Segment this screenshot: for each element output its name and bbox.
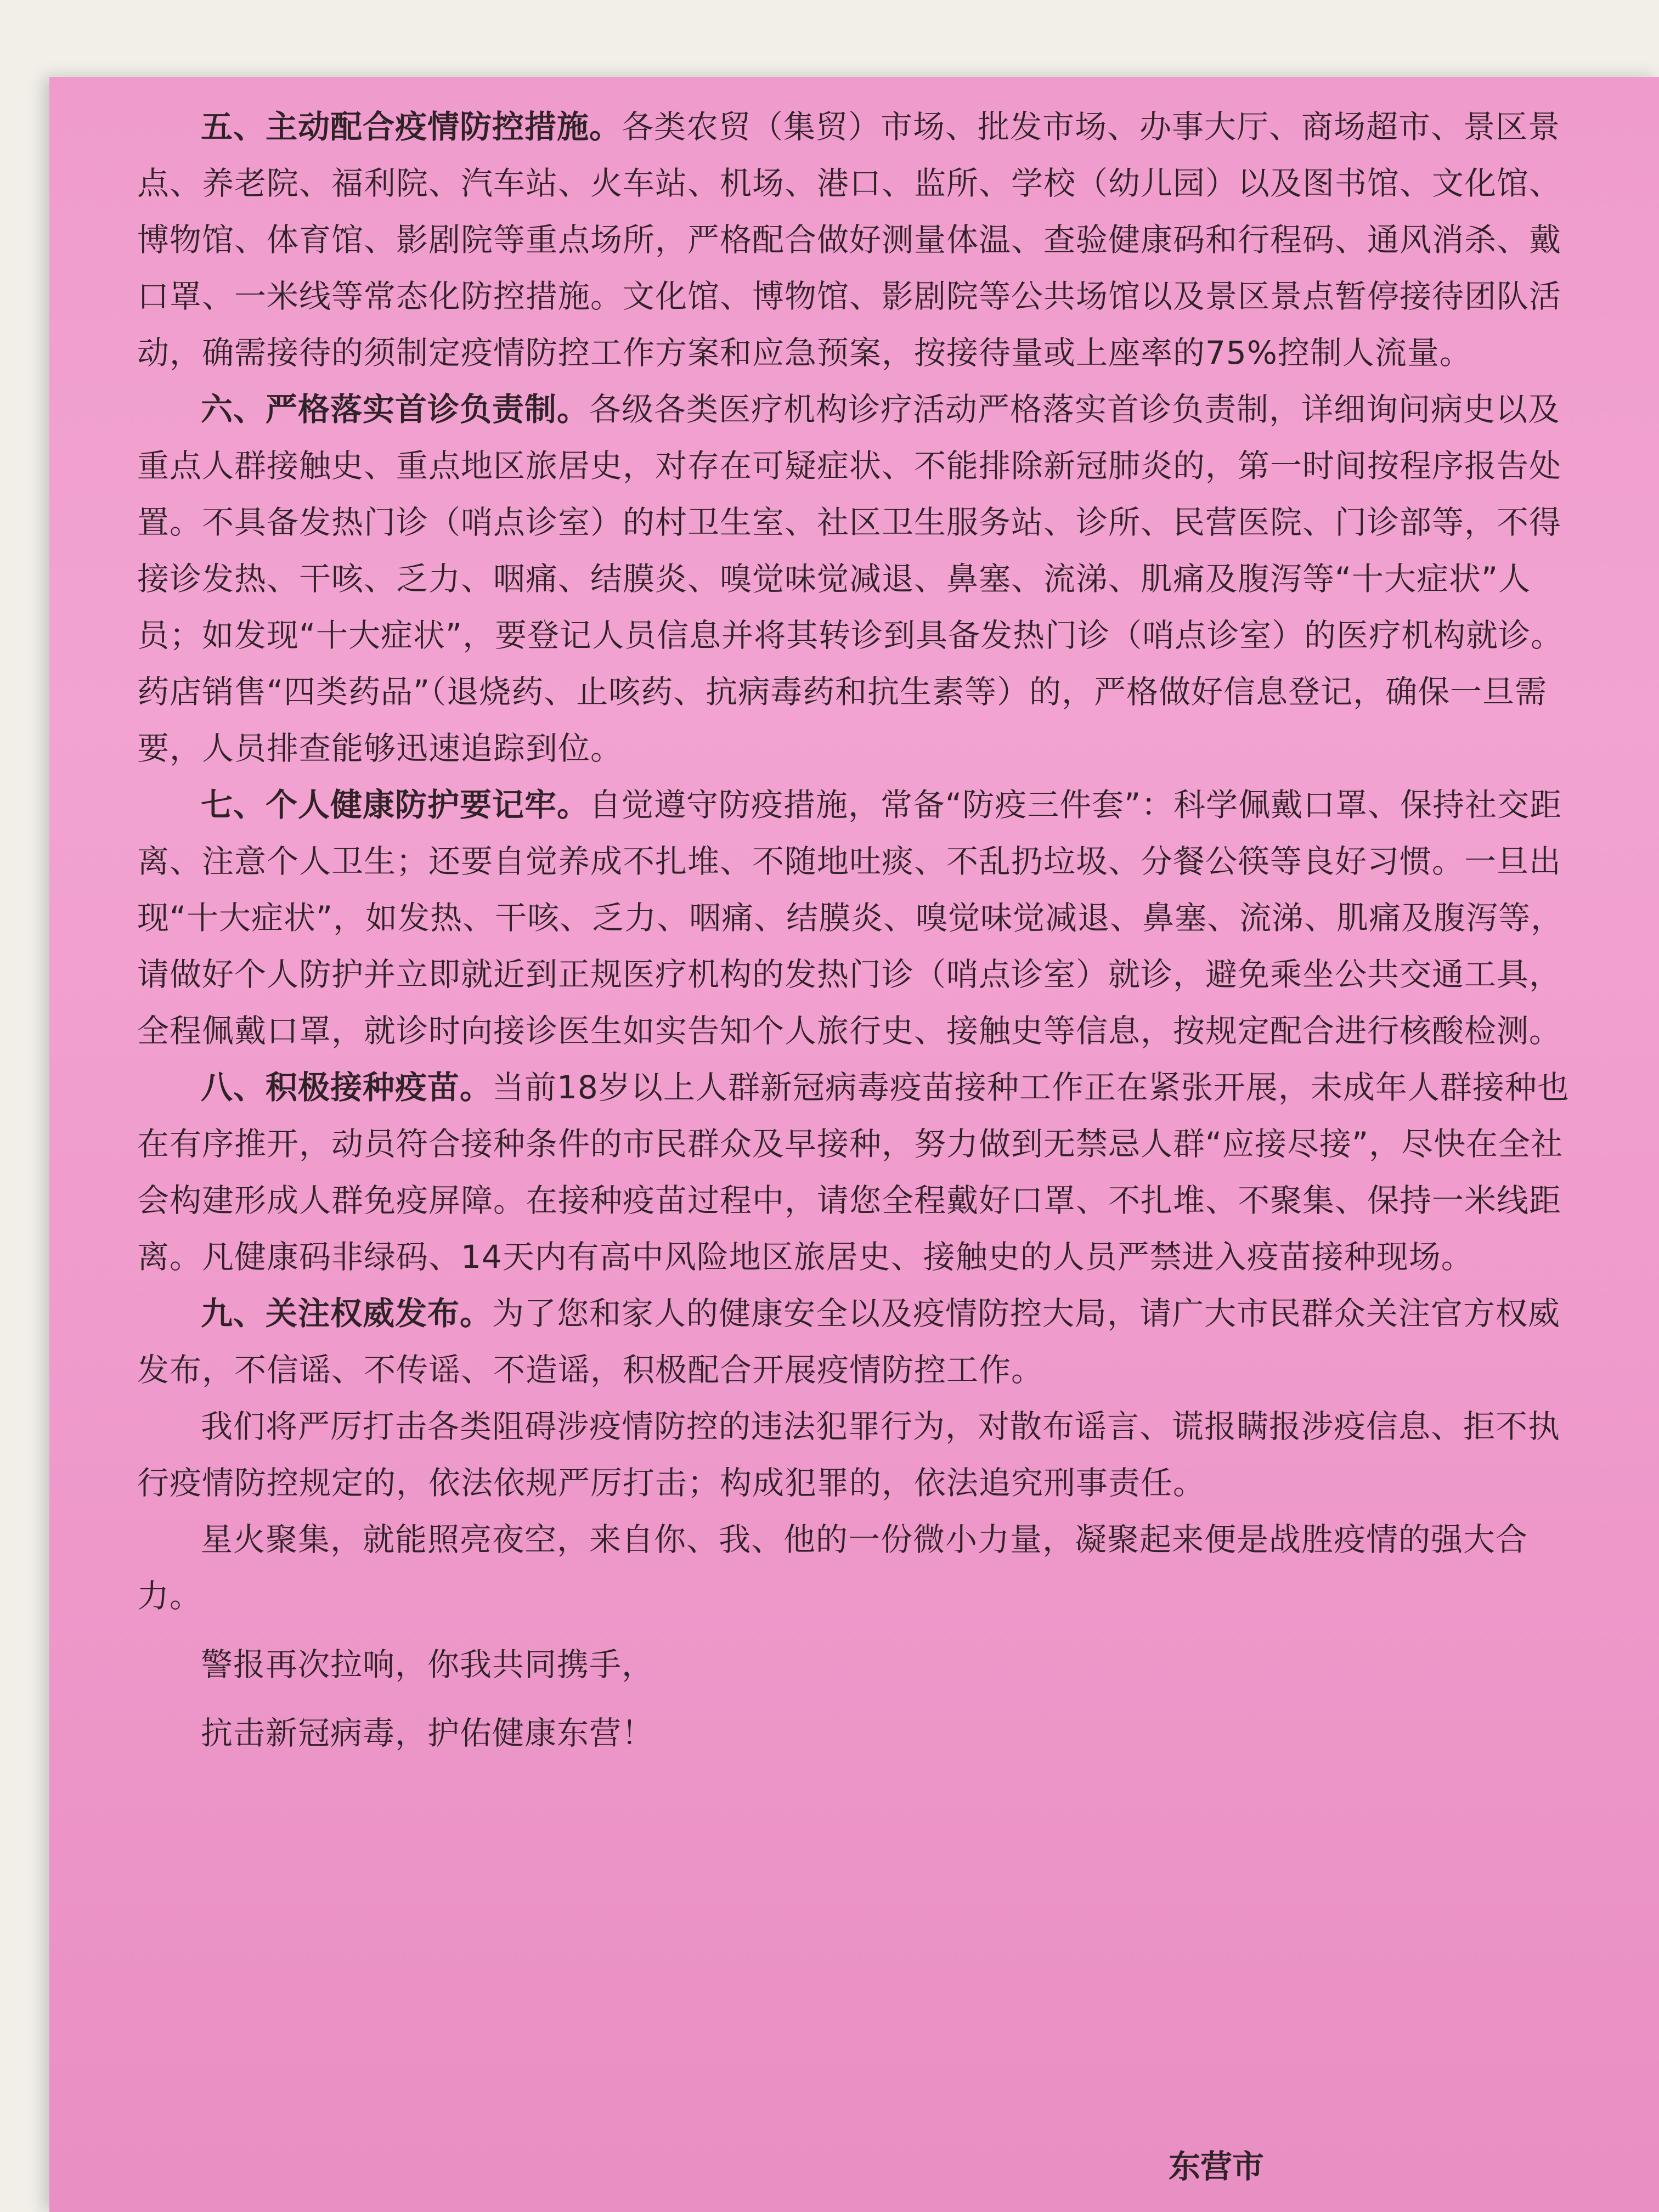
paragraph-9-heading: 九、关注权威发布。 [201, 1295, 493, 1332]
closing-slogan-line-2: 抗击新冠病毒，护佑健康东营！ [201, 1714, 654, 1752]
paragraph-9 [137, 1285, 1575, 1398]
paragraph-8-heading: 八、积极接种疫苗。 [201, 1069, 493, 1106]
paragraph-8-body: 当前18岁以上人群新冠病毒疫苗接种工作正在紧张开展，未成年人群接种也在有序推开，动员符合接种条件的市民群众及早接种，努力做到无禁忌人群“应接尽接”，尽快在全社会构建形成人群免疫屏障。在接种疫苗过程中，请您全程戴好口罩、不扎堆、不聚集、保持一米线距离。凡健康码非绿码、14天内有高中风险地区旅居史、接触史的人员严禁进入疫苗接种现场。 [137, 1069, 1570, 1276]
closing-slogan-line-1: 警报再次拉响，你我共同携手， [201, 1646, 654, 1683]
paragraph-6-body: 各级各类医疗机构诊疗活动严格落实首诊负责制，详细询问病史以及重点人群接触史、重点地区旅居史，对存在可疑症状、不能排除新冠肺炎的，第一时间按程序报告处置。不具备发热门诊（哨点诊室）的村卫生室、社区卫生服务站、诊所、民营医院、门诊部等，不得接诊发热、干咳、乏力、咽痛、结膜炎、嗅觉味觉减退、鼻塞、流涕、肌痛及腹泻等“十大症状”人员；如发现“十大症状”，要登记人员信息并将其转诊到具备发热门诊（哨点诊室）的医疗机构就诊。药店销售“四类药品”（退烧药、止咳药、抗病毒药和抗生素等）的，严格做好信息登记，确保一旦需要，人员排查能够迅速追踪到位。 [137, 391, 1564, 767]
unity-paragraph [137, 1511, 1575, 1624]
paragraph-5 [137, 99, 1575, 381]
paragraph-5-body: 各类农贸（集贸）市场、批发市场、办事大厅、商场超市、景区景点、养老院、福利院、汽车站、火车站、机场、港口、监所、学校（幼儿园）以及图书馆、文化馆、博物馆、体育馆、影剧院等重点场所，严格配合做好测量体温、查验健康码和行程码、通风消杀、戴口罩、一米线等常态化防控措施。文化馆、博物馆、影剧院等公共场馆以及景区景点暂停接待团队活动，确需接待的须制定疫情防控工作方案和应急预案，按接待量或上座率的75%控制人流量。 [137, 108, 1562, 371]
paragraph-7 [137, 777, 1575, 1059]
paragraph-7-body: 自觉遵守防疫措施，常备“防疫三件套”：科学佩戴口罩、保持社交距离、注意个人卫生；还要自觉养成不扎堆、不随地吐痰、不乱扔垃圾、分餐公筷等良好习惯。一旦出现“十大症状”，如发热、干咳、乏力、咽痛、结膜炎、嗅觉味觉减退、鼻塞、流涕、肌痛及腹泻等，请做好个人防护并立即就近到正规医疗机构的发热门诊（哨点诊室）就诊，避免乘坐公共交通工具，全程佩戴口罩，就诊时向接诊医生如实告知个人旅行史、接触史等信息，按规定配合进行核酸检测。 [137, 786, 1564, 1049]
enforcement-paragraph-text: 我们将严厉打击各类阻碍涉疫情防控的违法犯罪行为，对散布谣言、谎报瞒报涉疫信息、拒不执行疫情防控规定的，依法依规严厉打击；构成犯罪的，依法追究刑事责任。 [137, 1408, 1561, 1502]
notice-content [137, 99, 1575, 1762]
paragraph-9-body: 为了您和家人的健康安全以及疫情防控大局，请广大市民群众关注官方权威发布，不信谣、不传谣、不造谣，积极配合开展疫情防控工作。 [137, 1295, 1561, 1389]
paragraph-8 [137, 1059, 1575, 1285]
paragraph-6-heading: 六、严格落实首诊负责制。 [201, 391, 590, 428]
enforcement-paragraph [137, 1398, 1575, 1511]
paragraph-7-heading: 七、个人健康防护要记牢。 [201, 786, 590, 823]
paragraph-6 [137, 381, 1575, 777]
unity-paragraph-text: 星火聚集，就能照亮夜空，来自你、我、他的一份微小力量，凝聚起来便是战胜疫情的强大合力。 [137, 1521, 1528, 1615]
signature-fragment: 东营市 [1169, 2148, 1265, 2185]
paragraph-5-heading: 五、主动配合疫情防控措施。 [201, 108, 622, 145]
